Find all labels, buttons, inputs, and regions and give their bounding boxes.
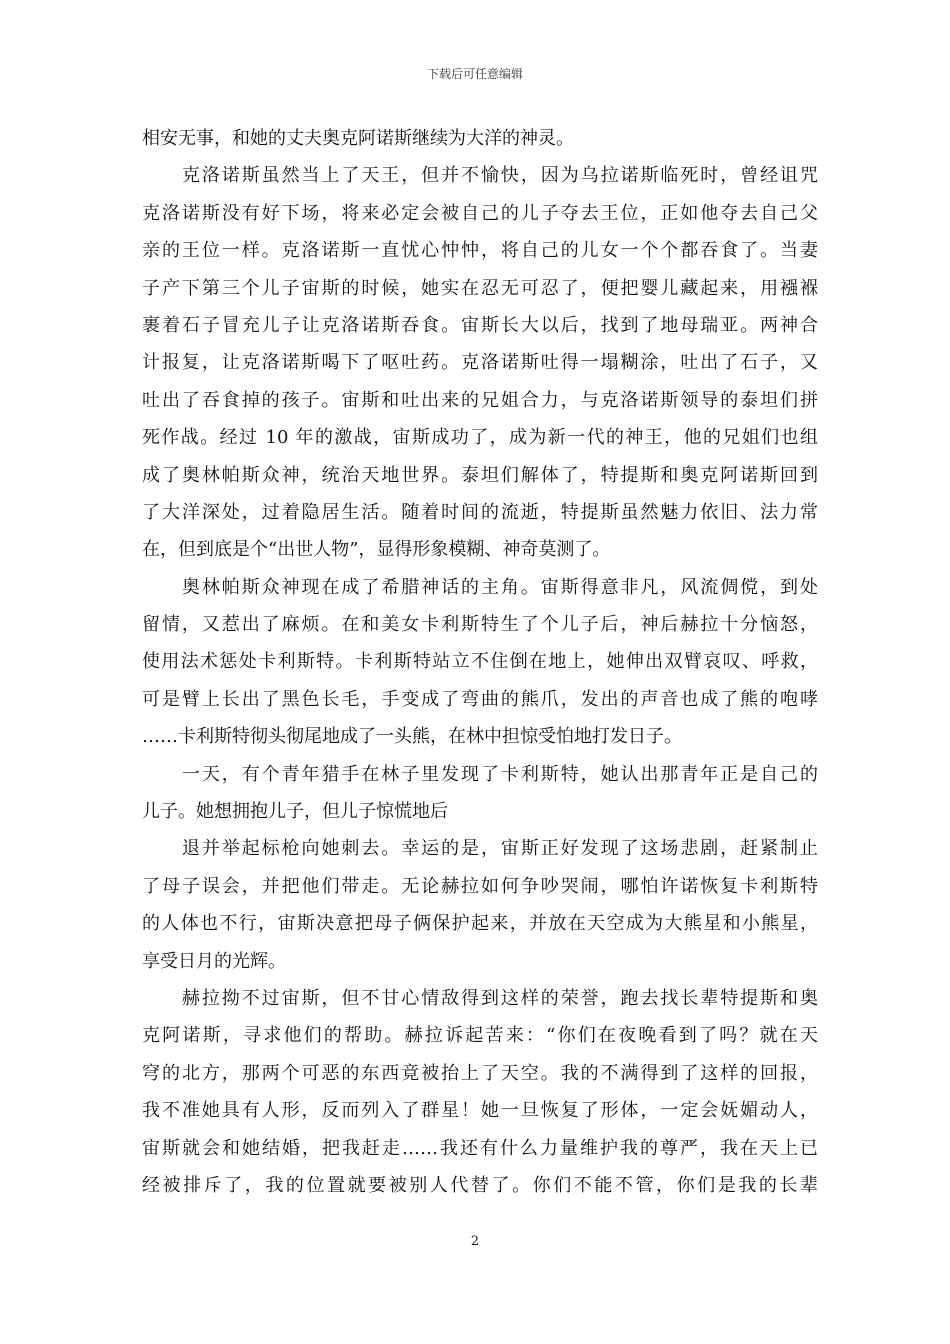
text-line: 使用法术惩处卡利斯特。卡利斯特站立不住倒在地上，她伸出双臂哀叹、呼救， — [142, 651, 818, 673]
text-line: 宙斯就会和她结婚，把我赶走……我还有什么力量维护我的尊严，我在天上已 — [142, 1137, 818, 1159]
text-line: ……卡利斯特彻头彻尾地成了一头熊，在林中担惊受怕地打发日子。 — [142, 726, 682, 748]
text-line: 死作战。经过 10 年的激战，宙斯成功了，成为新一代的神王，他的兄姐们也组 — [142, 427, 818, 449]
page-header: 下载后可任意编辑 — [426, 67, 523, 81]
text-line: 克洛诺斯虽然当上了天王，但并不愉快，因为乌拉诺斯临死时，曾经诅咒 — [142, 165, 818, 187]
text-line: 留情，又惹出了麻烦。在和美女卡利斯特生了个儿子后，神后赫拉十分恼怒， — [142, 614, 818, 636]
document-body — [142, 120, 818, 1204]
text-line: 退并举起标枪向她刺去。幸运的是，宙斯正好发现了这场悲剧，赶紧制止 — [142, 838, 818, 860]
text-line: 子产下第三个儿子宙斯的时候，她实在忍无可忍了，便把婴儿藏起来，用襁褓 — [142, 277, 818, 299]
text-line: 一天，有个青年猎手在林子里发现了卡利斯特，她认出那青年正是自己的 — [142, 763, 818, 785]
text-line: 在，但到底是个“出世人物”，显得形象模糊、神奇莫测了。 — [142, 539, 611, 561]
text-line: 我不准她具有人形，反而列入了群星！她一旦恢复了形体，一定会妩媚动人， — [142, 1100, 818, 1122]
text-line: 了大洋深处，过着隐居生活。随着时间的流逝，特提斯虽然魅力依旧、法力常 — [142, 501, 818, 523]
text-line: 吐出了吞食掉的孩子。宙斯和吐出来的兄姐合力，与克洛诺斯领导的泰坦们拼 — [142, 389, 818, 411]
text-line: 儿子。她想拥抱儿子，但儿子惊慌地后 — [142, 801, 448, 823]
page-number: 2 — [470, 1234, 480, 1249]
text-line: 了母子误会，并把他们带走。无论赫拉如何争吵哭闹，哪怕许诺恢复卡利斯特 — [142, 875, 818, 897]
text-line: 奥林帕斯众神现在成了希腊神话的主角。宙斯得意非凡，风流倜傥，到处 — [142, 576, 818, 598]
text-line: 赫拉拗不过宙斯，但不甘心情敌得到这样的荣誉，跑去找长辈特提斯和奥 — [142, 987, 818, 1009]
text-line: 经被排斥了，我的位置就要被别人代替了。你们不能不管，你们是我的长辈 — [142, 1174, 818, 1196]
text-line: 裹着石子冒充儿子让克洛诺斯吞食。宙斯长大以后，找到了地母瑞亚。两神合 — [142, 314, 818, 336]
text-line: 享受日月的光辉。 — [142, 950, 286, 972]
text-line: 的人体也不行，宙斯决意把母子俩保护起来，并放在天空成为大熊星和小熊星， — [142, 913, 818, 935]
text-line: 克阿诺斯，寻求他们的帮助。赫拉诉起苦来：“你们在夜晚看到了吗？就在天 — [142, 1025, 818, 1047]
text-line: 可是臂上长出了黑色长毛，手变成了弯曲的熊爪，发出的声音也成了熊的咆哮 — [142, 688, 818, 710]
text-line: 亲的王位一样。克洛诺斯一直忧心忡忡，将自己的儿女一个个都吞食了。当妻 — [142, 240, 818, 262]
text-line: 穹的北方，那两个可恶的东西竟被抬上了天空。我的不满得到了这样的回报， — [142, 1062, 818, 1084]
text-line: 计报复，让克洛诺斯喝下了呕吐药。克洛诺斯吐得一塌糊涂，吐出了石子，又 — [142, 352, 818, 374]
text-line: 克洛诺斯没有好下场，将来必定会被自己的儿子夺去王位，正如他夺去自己父 — [142, 202, 818, 224]
text-line: 成了奥林帕斯众神，统治天地世界。泰坦们解体了，特提斯和奥克阿诺斯回到 — [142, 464, 818, 486]
text-line: 相安无事，和她的丈夫奥克阿诺斯继续为大洋的神灵。 — [142, 128, 574, 149]
